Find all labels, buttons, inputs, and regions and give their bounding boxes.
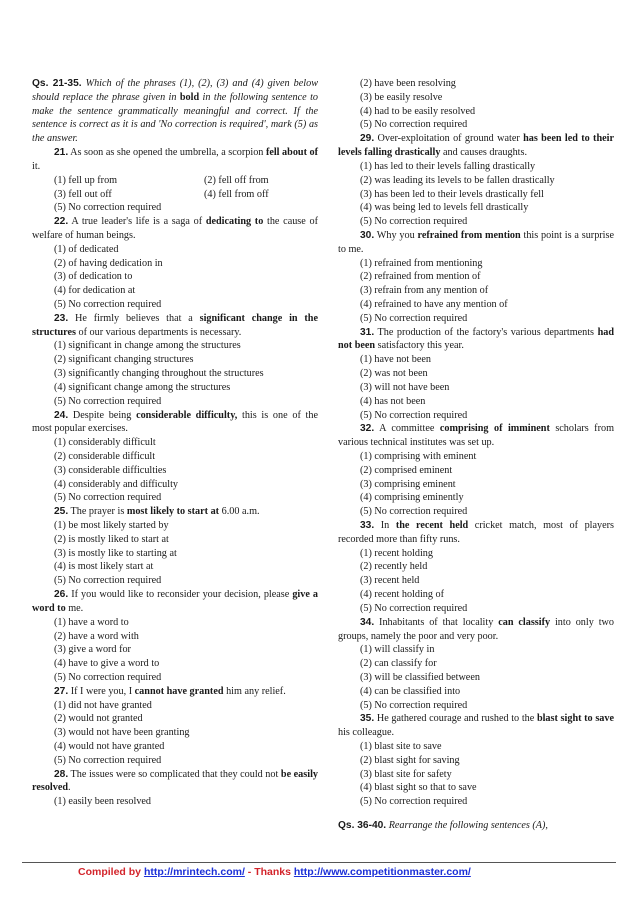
option-3: (3) will not have been — [360, 381, 450, 393]
option-4: (4) comprising eminently — [360, 492, 464, 504]
option-2: (2) considerable difficult — [54, 450, 156, 462]
right-column — [338, 77, 614, 833]
question-bold-phrase: dedicating to — [205, 216, 264, 228]
option-2: (2) of having dedication in — [54, 257, 163, 269]
question-number: 32. — [360, 423, 375, 435]
question-text: A committee — [374, 423, 440, 435]
option-5: (5) No correction required — [54, 299, 162, 310]
option-5: (5) No correction required — [360, 796, 468, 808]
option-3: (3) has been led to their levels drastically fell — [360, 188, 544, 200]
question-29 — [338, 132, 614, 160]
option-4: (4) have to give a word to — [54, 658, 160, 670]
question-bold-phrase: refrained from mention — [417, 229, 521, 241]
question-28 — [32, 768, 318, 796]
question-number: 35. — [360, 713, 375, 725]
option-4: (4) significant change among the structures — [54, 381, 231, 393]
option-3: (3) considerable difficulties — [54, 464, 167, 476]
question-24 — [32, 409, 318, 437]
instructions-bold-word: bold — [179, 91, 200, 103]
option-1: (1) significant in change among the structures — [54, 340, 241, 352]
question-text: As soon as she opened the umbrella, a scorpion — [68, 147, 266, 159]
question-text-end: cricket match, most of players recorded more than fifty runs. — [338, 520, 614, 545]
option-5: (5) No correction required — [360, 409, 468, 421]
option-1: (1) have not been — [360, 354, 431, 366]
footer-divider — [22, 862, 616, 863]
question-text-end: this point is a surprise to me. — [338, 229, 614, 255]
footer-prefix: Compiled by — [78, 866, 144, 878]
question-number: 22. — [54, 216, 69, 228]
question-bold-phrase: comprising of imminent — [439, 423, 550, 435]
question-22 — [32, 215, 318, 243]
question-number: 27. — [54, 685, 69, 697]
question-text: If you would like to reconsider your decision, please — [68, 589, 293, 601]
option-1: (1) has led to their levels falling drastically — [360, 160, 536, 172]
question-bold-phrase: can classify — [498, 616, 551, 628]
question-text-end: his colleague. — [338, 727, 395, 739]
option-2: (2) was not been — [360, 368, 428, 380]
option-5: (5) No correction required — [360, 216, 468, 228]
question-bold-phrase: significant change in the structures — [32, 312, 318, 338]
option-3: (3) significantly changing throughout the structures — [54, 368, 264, 380]
option-3: (3) refrain from any mention of — [360, 285, 489, 297]
question-text-end: into only two groups, namely the poor and very poor. — [338, 616, 614, 642]
option-4: (4) blast sight so that to save — [360, 782, 477, 794]
question-bold-phrase: be easily resolved — [32, 768, 318, 794]
question-text: The production of the factory's various departments — [374, 326, 598, 338]
option-row — [32, 174, 318, 188]
instructions-text: Which of the phrases (1), (2), (3) and (4) given below should replace the phrase given in — [32, 78, 318, 103]
option-3: (3) of dedication to — [54, 271, 133, 283]
question-25 — [32, 505, 318, 519]
option-2: (2) refrained from mention of — [360, 271, 481, 283]
option-1: (1) of dedicated — [54, 243, 119, 255]
question-text-end: scholars from various technical institutes was set up. — [338, 423, 614, 449]
option-1: (1) refrained from mentioning — [360, 257, 483, 269]
question-bold-phrase: most likely to start at — [126, 506, 220, 518]
option-4: (4) fell from off — [204, 188, 269, 200]
option-5: (5) No correction required — [54, 492, 162, 504]
option-5: (5) No correction required — [54, 671, 162, 683]
question-bold-phrase: has been led to their levels falling drastically — [338, 133, 614, 159]
question-text-end: of our various departments is necessary. — [75, 326, 242, 338]
option-2: (2) would not granted — [54, 713, 143, 725]
option-5: (5) No correction required — [54, 202, 162, 214]
question-text-end: me. — [65, 602, 84, 614]
option-1: (1) considerably difficult — [54, 437, 156, 449]
question-text-end: him any relief. — [223, 685, 286, 697]
option-1: (1) will classify in — [360, 644, 435, 656]
question-26 — [32, 588, 318, 616]
option-2: (2) comprised eminent — [360, 464, 453, 476]
next-section-heading — [338, 819, 614, 833]
section-label: Qs. 21-35. — [32, 78, 82, 89]
option-2: (2) was leading its levels to be fallen drastically — [360, 174, 555, 186]
option-3: (3) is mostly like to starting at — [54, 547, 177, 559]
option-5: (5) No correction required — [360, 602, 468, 614]
question-number: 29. — [360, 133, 375, 145]
option-1: (1) blast site to save — [360, 741, 442, 752]
question-text-end: satisfactory this year. — [375, 340, 464, 352]
option-5: (5) No correction required — [360, 312, 468, 324]
footer-thanks: - Thanks — [244, 866, 294, 878]
question-bold-phrase: the recent held — [395, 520, 469, 531]
option-3: (3) blast site for safety — [360, 768, 452, 780]
option-3: (3) would not have been granting — [54, 727, 190, 739]
question-number: 26. — [54, 589, 69, 601]
question-text: Over-exploitation of ground water — [374, 133, 524, 145]
question-30 — [338, 229, 614, 257]
footer-link-mrintech[interactable]: http://mrintech.com/ — [143, 866, 245, 878]
next-section-text: Rearrange the following sentences (A), — [386, 820, 548, 832]
question-bold-phrase: blast sight to save — [536, 713, 614, 725]
question-number: 21. — [54, 147, 69, 159]
question-bold-phrase: give a word to — [32, 589, 318, 614]
option-3: (3) will be classified between — [360, 671, 480, 683]
footer — [78, 865, 471, 879]
option-3: (3) fell out off — [54, 188, 112, 200]
question-number: 23. — [54, 312, 69, 324]
option-5: (5) No correction required — [54, 575, 162, 587]
option-5: (5) No correction required — [360, 699, 468, 711]
question-number: 24. — [54, 409, 69, 421]
question-number: 33. — [360, 520, 375, 531]
option-2: (2) have a word with — [54, 630, 139, 642]
question-text: Inhabitants of that locality — [374, 616, 499, 628]
next-section-label: Qs. 36-40. — [338, 820, 387, 832]
question-number: 25. — [54, 506, 69, 518]
option-5: (5) No correction required — [360, 506, 468, 518]
option-4: (4) for dedication at — [54, 285, 136, 297]
option-4: (4) was being led to levels fell drastically — [360, 202, 529, 214]
question-number: 31. — [360, 326, 375, 338]
section-instructions — [32, 77, 318, 146]
option-2: (2) blast sight for saving — [360, 754, 460, 766]
instructions-text-end: in the following sentence to make the sentence grammatically meaningful and correct. If the sentence is correct as it is and 'No correction is required', mark (5) as the answer. — [32, 91, 318, 145]
question-number: 28. — [54, 768, 69, 780]
option-row — [32, 188, 318, 202]
option-5: (5) No correction required — [54, 754, 162, 766]
option-2: (2) fell off from — [204, 174, 269, 186]
option-4: (4) considerably and difficulty — [54, 478, 179, 490]
option-1: (1) be most likely started by — [54, 520, 169, 531]
question-35 — [338, 712, 614, 740]
option-2: (2) can classify for — [360, 658, 437, 670]
option-2: (2) significant changing structures — [54, 354, 194, 366]
question-33 — [338, 519, 614, 547]
question-text: A true leader's life is a saga of — [68, 216, 206, 228]
question-32 — [338, 422, 614, 450]
question-text: In — [374, 520, 396, 531]
question-text: The issues were so complicated that they could not — [68, 768, 281, 780]
question-bold-phrase: fell about of — [265, 147, 319, 159]
question-21 — [32, 146, 318, 174]
option-2: (2) is mostly liked to start at — [54, 533, 169, 545]
question-text: The prayer is — [68, 506, 127, 518]
question-text: Why you — [374, 229, 418, 241]
option-4: (4) recent holding of — [360, 589, 445, 601]
option-1: (1) have a word to — [54, 616, 129, 628]
option-3: (3) give a word for — [54, 644, 131, 656]
option-3: (3) comprising eminent — [360, 478, 456, 490]
left-column — [32, 77, 318, 809]
option-2: (2) recently held — [360, 561, 428, 573]
option-4: (4) refrained to have any mention of — [360, 299, 508, 310]
question-text: If I were you, I — [68, 685, 135, 697]
option-1: (1) recent holding — [360, 547, 433, 559]
footer-link-competitionmaster[interactable]: http://www.competitionmaster.com/ — [293, 866, 471, 878]
option-5: (5) No correction required — [54, 395, 162, 407]
option-1: (1) comprising with eminent — [360, 450, 477, 462]
question-34 — [338, 616, 614, 644]
question-text-end: and causes draughts. — [440, 147, 528, 159]
option-1: (1) easily been resolved — [54, 796, 152, 808]
option-4: (4) is most likely start at — [54, 561, 154, 573]
option-3: (3) be easily resolve — [360, 91, 443, 103]
question-text-end: 6.00 a.m. — [219, 506, 260, 518]
question-text: Despite being — [68, 409, 137, 421]
question-bold-phrase: considerable difficulty, — [136, 409, 238, 421]
question-27 — [32, 685, 318, 699]
question-number: 34. — [360, 616, 375, 628]
question-text-end: the cause of welfare of human beings. — [32, 216, 318, 241]
question-text-end: . — [68, 782, 71, 794]
option-1: (1) did not have granted — [54, 699, 152, 711]
question-31 — [338, 326, 614, 354]
option-4: (4) has not been — [360, 395, 426, 407]
option-1: (1) fell up from — [54, 174, 118, 186]
option-4: (4) would not have granted — [54, 741, 165, 752]
question-bold-phrase: cannot have granted — [134, 685, 224, 697]
option-4: (4) had to be easily resolved — [360, 105, 476, 117]
question-number: 30. — [360, 229, 375, 241]
option-4: (4) can be classified into — [360, 685, 461, 697]
question-text: He gathered courage and rushed to the — [374, 713, 537, 725]
question-text: He firmly believes that a — [68, 312, 200, 324]
option-5: (5) No correction required — [360, 119, 468, 131]
question-23 — [32, 312, 318, 340]
question-text-end: it. — [32, 160, 41, 172]
question-bold-phrase: had not been — [338, 326, 614, 352]
option-3: (3) recent held — [360, 575, 420, 587]
question-text-end: this is one of the most popular exercises. — [32, 409, 318, 435]
option-2: (2) have been resolving — [360, 78, 456, 89]
